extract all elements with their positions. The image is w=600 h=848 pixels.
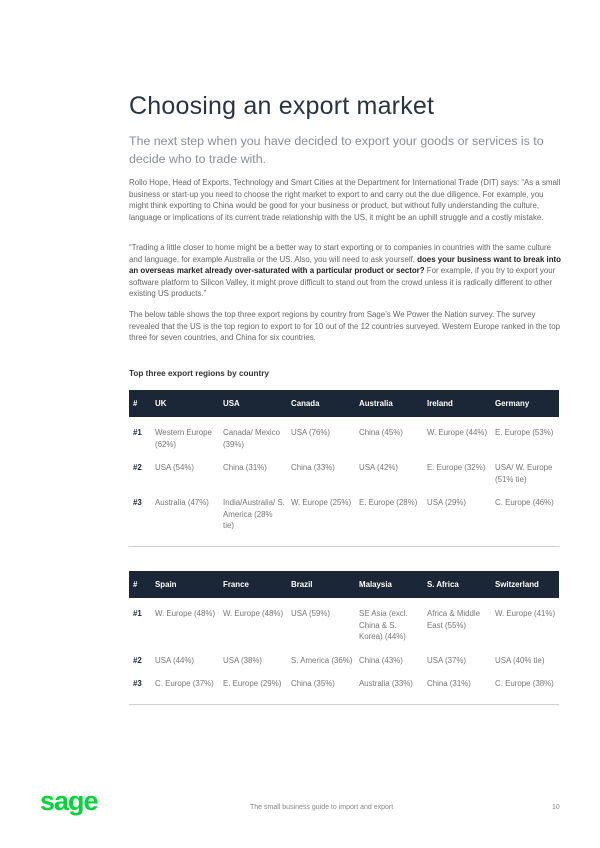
rank-cell: #3 <box>129 672 151 704</box>
table-cell: C. Europe (37%) <box>151 672 219 704</box>
table-cell: China (43%) <box>359 655 403 665</box>
rank-cell: #1 <box>133 428 142 437</box>
quote-2-end: For example, if you try to export your software platform to Silicon Valley, it might prove difficult to stand out from the crowd unless it is radically different to other existing US products.” <box>129 266 556 298</box>
sage-logo-text: sage <box>40 786 98 816</box>
header-rank: # <box>129 390 151 417</box>
table-cell: USA (40% tie) <box>495 655 545 665</box>
table-cell: W. Europe (44%) <box>427 428 488 437</box>
table-row <box>129 672 559 704</box>
table-header-row <box>129 390 559 417</box>
table-cell: E. Europe (29%) <box>219 672 287 704</box>
sage-logo <box>40 786 104 820</box>
lead-paragraph: The next step when you have decided to export your goods or services is to decide who to trade with. <box>129 134 544 166</box>
table-row <box>129 456 559 491</box>
table-cell: China (33%) <box>291 463 335 472</box>
table-cell: USA (42%) <box>359 463 399 472</box>
rank-cell: #2 <box>133 655 142 665</box>
rank-cell: #2 <box>133 463 142 472</box>
table-caption: Top three export regions by country <box>129 369 269 378</box>
table-cell: China (35%) <box>287 672 355 704</box>
header-country: Ireland <box>423 390 491 417</box>
header-country: Spain <box>151 571 219 598</box>
table-cell: W. Europe (25%) <box>287 491 355 546</box>
header-country: Canada <box>287 390 355 417</box>
header-country: Australia <box>355 390 423 417</box>
header-country: Switzerland <box>491 571 559 598</box>
export-regions-table-1 <box>129 390 559 547</box>
footer-text: The small business guide to import and export <box>250 804 394 811</box>
header-country: S. Africa <box>423 571 491 598</box>
table-cell: USA (54%) <box>155 463 195 472</box>
header-rank: # <box>129 571 151 598</box>
table-cell: USA (59%) <box>291 609 331 618</box>
table-row <box>129 598 559 649</box>
header-country: USA <box>219 390 287 417</box>
table-cell: Africa & Middle East (55%) <box>427 609 481 630</box>
table-cell: USA (37%) <box>427 655 467 665</box>
table-cell: China (45%) <box>359 428 403 437</box>
export-regions-table-2 <box>129 571 559 705</box>
quote-paragraph-1: Rollo Hope, Head of Exports, Technology and Smart Cities at the Department for International Trade (DIT) says: “As a small business or start-up you need to choose the right market to export to and carry out the due diligence. For example, you might think exporting to China would be good for your business or product, but without fully understanding the culture, language or implications of its current trade relationship with the US, it might be an uphill struggle and a costly mistake. <box>129 178 561 222</box>
survey-paragraph: The below table shows the top three export regions by country from Sage’s We Power the Nation survey. The survey revealed that the US is the top region to export to for 10 out of the 12 countries surveyed. Western Europe ranked in the top three for seven countries, and China for six countries. <box>129 310 561 342</box>
table-cell: Canada/ Mexico (39%) <box>223 428 281 449</box>
table-cell: E. Europe (53%) <box>495 428 554 437</box>
table-cell: India/Australia/ S. America (28% tie) <box>219 491 287 546</box>
header-country: Brazil <box>287 571 355 598</box>
rank-cell: #1 <box>133 609 142 618</box>
table-cell: USA (44%) <box>155 655 195 665</box>
table-cell: W. Europe (48%) <box>223 609 284 618</box>
header-country: UK <box>151 390 219 417</box>
table-cell: China (31%) <box>423 672 491 704</box>
table-row <box>129 417 559 456</box>
table-cell: E. Europe (32%) <box>427 463 486 472</box>
table-cell: Western Europe (62%) <box>155 428 212 449</box>
table-cell: China (31%) <box>223 463 267 472</box>
table-cell: USA (76%) <box>291 428 331 437</box>
table-cell: USA/ W. Europe (51% tie) <box>495 463 553 484</box>
quote-2-start: “Trading a little closer to home might be a better way to start exporting or to companies in countries with the same culture and language, for example Australia or the US. Also, you will need to ask yourself, <box>129 243 552 264</box>
header-country: Malaysia <box>355 571 423 598</box>
table-cell: W. Europe (48%) <box>155 609 216 618</box>
table-row <box>129 649 559 673</box>
table-cell: SE Asia (excl. China & S. Korea) (44%) <box>359 609 408 641</box>
table-cell: C. Europe (38%) <box>491 672 559 704</box>
table-cell: Australia (47%) <box>151 491 219 546</box>
table-header-row <box>129 571 559 598</box>
header-country: France <box>219 571 287 598</box>
page-title: Choosing an export market <box>129 92 435 120</box>
rank-cell: #3 <box>129 491 151 546</box>
table-cell: USA (29%) <box>423 491 491 546</box>
table-cell: S. America (36%) <box>291 655 353 665</box>
table-row <box>129 491 559 546</box>
table-cell: C. Europe (46%) <box>491 491 559 546</box>
header-country: Germany <box>491 390 559 417</box>
quote-2-emphasis: does your business want to break into an overseas market already over-saturated with a particular product or sector? <box>129 254 561 275</box>
quote-paragraph-2 <box>129 242 561 300</box>
table-cell: E. Europe (28%) <box>355 491 423 546</box>
table-cell: USA (38%) <box>223 655 263 665</box>
table-cell: W. Europe (41%) <box>495 609 556 618</box>
page-number: 10 <box>552 804 560 811</box>
table-cell: Australia (33%) <box>355 672 423 704</box>
